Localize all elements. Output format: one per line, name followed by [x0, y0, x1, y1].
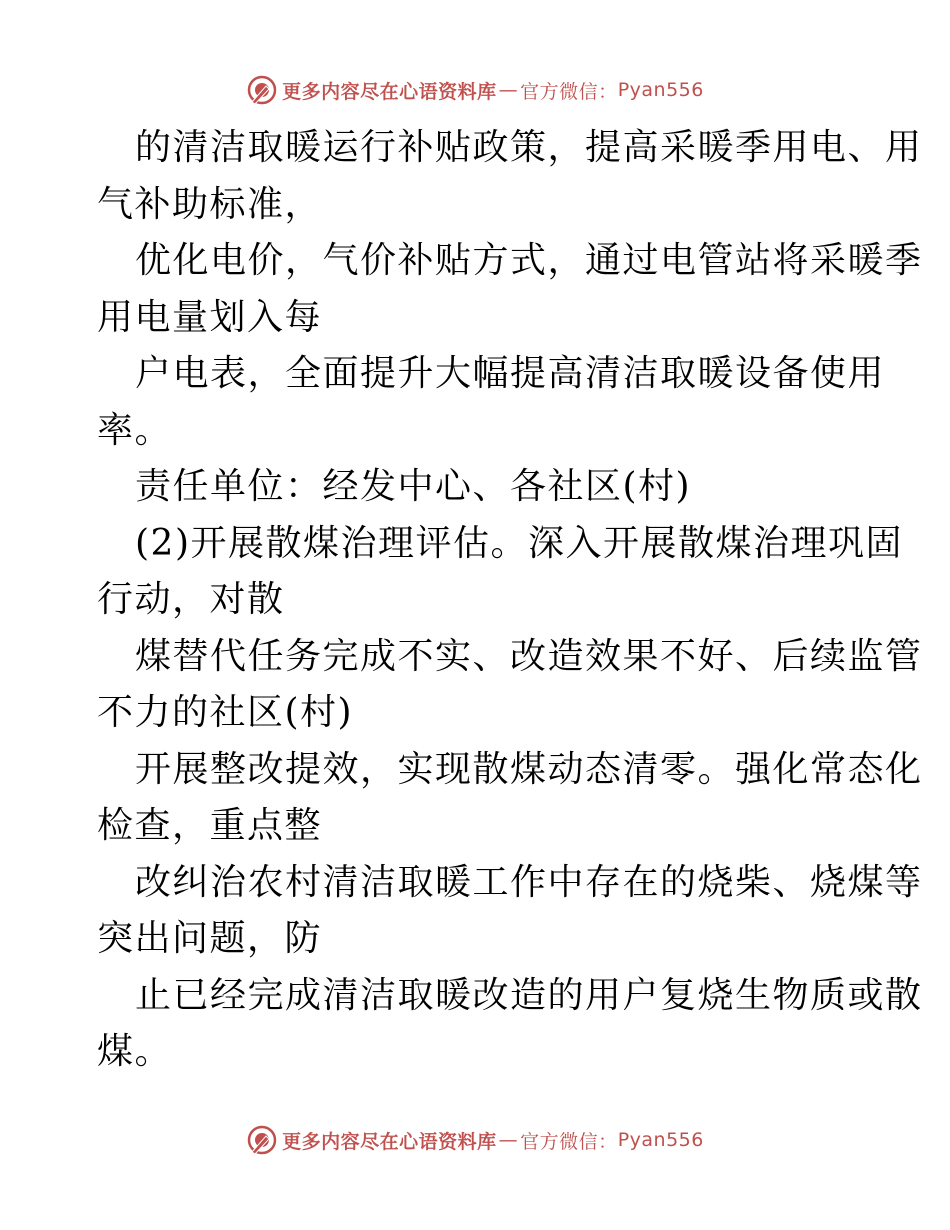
banner-dash: —	[498, 79, 519, 101]
banner-dash: —	[498, 1129, 519, 1151]
text-line: 气补助标准，	[97, 183, 323, 225]
text-line: 的清洁取暖运行补贴政策，提高采暖季用电、用	[135, 127, 923, 168]
banner-wechat-id: Pyan556	[617, 1129, 704, 1151]
text-line: 煤。	[97, 1031, 173, 1072]
text-line: (2)开展散煤治理评估。深入开展散煤治理巩固	[135, 522, 903, 564]
text-line: 改纠治农村清洁取暖工作中存在的烧柴、烧煤等	[135, 861, 923, 903]
header-banner	[0, 70, 950, 110]
text-line: 煤替代任务完成不实、改造效果不好、后续监管	[135, 635, 923, 677]
document-body	[97, 120, 923, 1081]
text-line: 止已经完成清洁取暖改造的用户复烧生物质或散	[135, 974, 923, 1016]
text-line: 优化电价，气价补贴方式，通过电管站将采暖季	[135, 240, 923, 281]
banner-wechat-label: 官方微信：	[520, 80, 618, 103]
text-line: 行动，对散	[97, 579, 285, 620]
banner-main-text: 更多内容尽在心语资料库	[282, 80, 497, 103]
text-line: 率。	[97, 409, 173, 451]
banner-wechat-label: 官方微信：	[520, 1130, 618, 1153]
text-line: 检查，重点整	[97, 805, 323, 846]
pen-logo-icon	[246, 1124, 278, 1156]
banner-main-text: 更多内容尽在心语资料库	[282, 1130, 497, 1153]
text-line: 户电表，全面提升大幅提高清洁取暖设备使用	[135, 353, 886, 394]
banner-wechat-id: Pyan556	[617, 79, 704, 101]
text-line: 责任单位：经发中心、各社区(村)	[135, 466, 692, 507]
text-line: 用电量划入每	[97, 296, 323, 338]
pen-logo-icon	[246, 74, 278, 106]
text-line: 不力的社区(村)	[97, 692, 354, 733]
text-line: 开展整改提效，实现散煤动态清零。强化常态化	[135, 748, 923, 790]
text-line: 突出问题，防	[97, 918, 323, 959]
footer-banner	[0, 1120, 950, 1160]
